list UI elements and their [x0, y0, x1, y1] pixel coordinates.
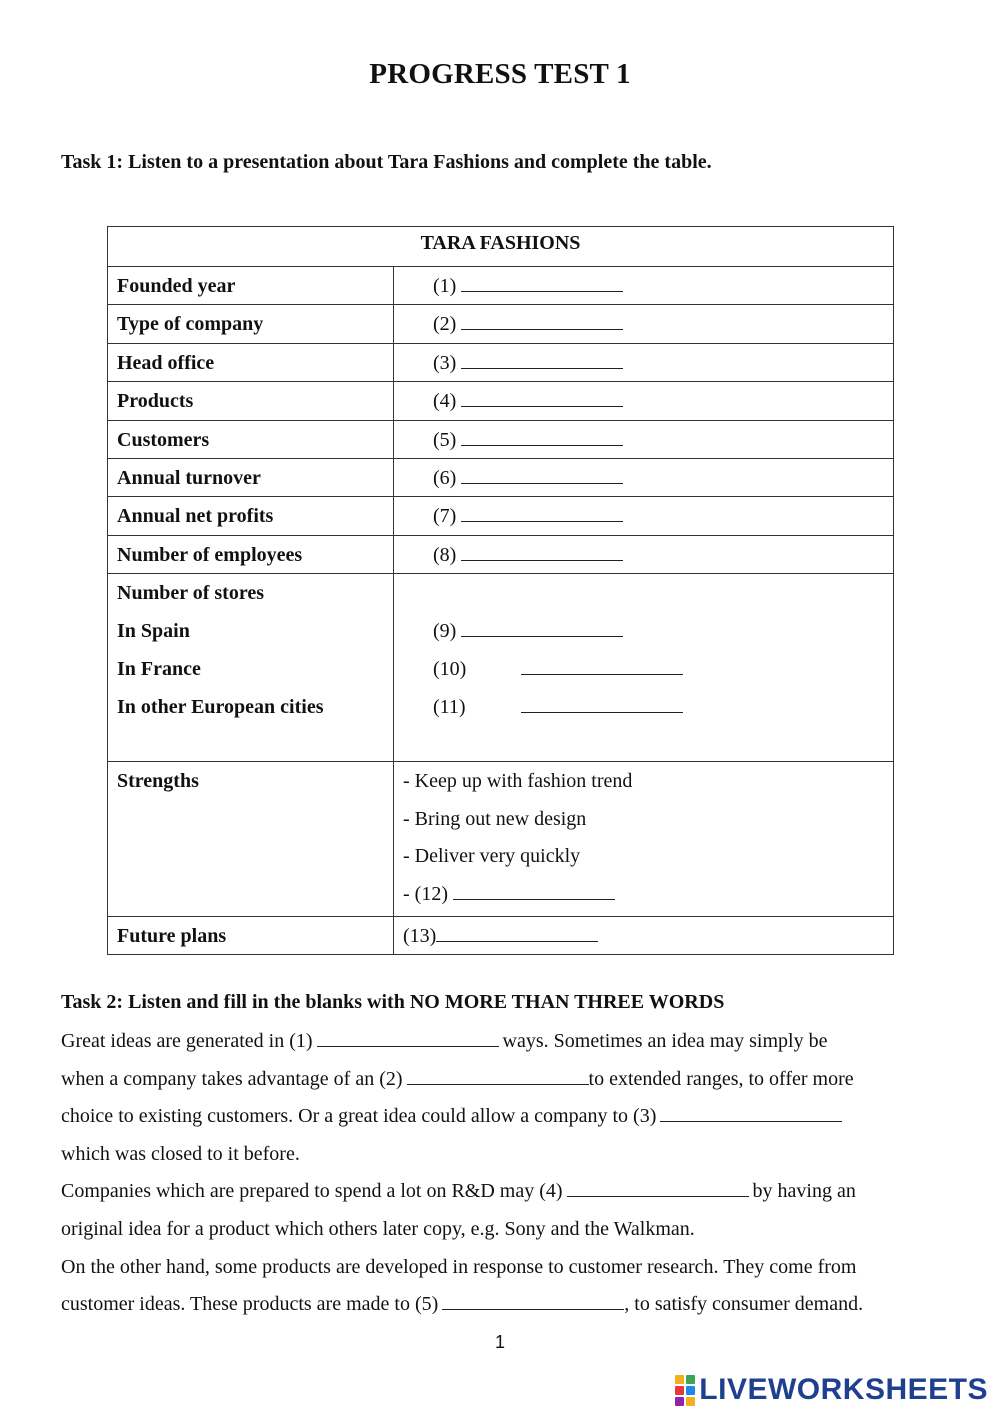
row-label: Annual turnover [108, 458, 394, 496]
table-row [108, 458, 894, 496]
answer-blank[interactable] [461, 273, 623, 292]
liveworksheets-logo [675, 1374, 988, 1406]
blank-number: (1) [433, 275, 457, 297]
answer-blank[interactable] [461, 542, 623, 561]
table-row [108, 420, 894, 458]
row-label: Strengths [108, 762, 394, 917]
strengths-row [108, 762, 894, 917]
blank-number: (13) [403, 924, 437, 947]
future-row [108, 916, 894, 954]
strength-item: - Deliver very quickly [403, 845, 581, 868]
row-label: Type of company [108, 305, 394, 343]
answer-blank[interactable] [660, 1101, 842, 1122]
paragraph-line: when a company takes advantage of an (2) to extended ranges, to offer more [61, 1061, 941, 1099]
blank-number: (7) [433, 505, 457, 528]
task2-paragraph [61, 1023, 941, 1324]
paragraph-line: On the other hand, some products are developed in response to customer research. They come from [61, 1255, 857, 1278]
answer-blank[interactable] [436, 923, 598, 942]
answer-blank[interactable] [407, 1064, 589, 1085]
answer-blank[interactable] [453, 881, 615, 900]
row-label: Annual net profits [108, 497, 394, 535]
blank-number: (10) [433, 658, 467, 681]
answer-blank[interactable] [317, 1026, 499, 1047]
row-label: Customers [108, 420, 394, 458]
row-label: In other European cities [117, 696, 324, 719]
page-title: PROGRESS TEST 1 [369, 58, 631, 90]
row-label: In France [117, 658, 201, 681]
table-row [108, 382, 894, 420]
paragraph-line: which was closed to it before. [61, 1142, 300, 1165]
stores-heading: Number of stores [117, 582, 265, 605]
answer-blank[interactable] [521, 656, 683, 675]
answer-blank[interactable] [461, 465, 623, 484]
blank-number: (11) [433, 696, 466, 719]
table-caption: TARA FASHIONS [108, 227, 894, 267]
paragraph-line: original idea for a product which others later copy, e.g. Sony and the Walkman. [61, 1217, 695, 1240]
answer-blank[interactable] [567, 1176, 749, 1197]
answer-blank[interactable] [461, 503, 623, 522]
paragraph-line: choice to existing customers. Or a great idea could allow a company to (3) [61, 1098, 941, 1136]
answer-blank[interactable] [461, 618, 623, 637]
stores-row [108, 574, 894, 762]
row-label: Founded year [108, 267, 394, 305]
table-row [108, 497, 894, 535]
strengths-value-cell [394, 762, 894, 917]
blank-number: (6) [433, 466, 457, 489]
paragraph-line: Great ideas are generated in (1) ways. Sometimes an idea may simply be [61, 1023, 941, 1061]
table-row [108, 343, 894, 381]
table-row [108, 267, 894, 305]
answer-blank[interactable] [461, 311, 623, 330]
page-number: 1 [494, 1332, 505, 1352]
blank-number: (5) [433, 428, 457, 451]
row-label: Future plans [108, 916, 394, 954]
stores-value-cell [394, 574, 894, 762]
table-row [108, 535, 894, 573]
blank-number: (3) [433, 351, 457, 374]
table-row [108, 305, 894, 343]
answer-blank[interactable] [461, 350, 623, 369]
answer-blank[interactable] [461, 427, 623, 446]
stores-label-cell [108, 574, 394, 762]
task2-heading: Task 2: Listen and fill in the blanks with NO MORE THAN THREE WORDS [61, 991, 725, 1013]
brand-name: LIVEWORKSHEETS [699, 1373, 988, 1406]
blank-number: (9) [433, 620, 457, 643]
task1-heading: Task 1: Listen to a presentation about Tara Fashions and complete the table. [61, 151, 712, 173]
blank-number: (2) [433, 313, 457, 336]
row-label: In Spain [117, 620, 190, 643]
answer-blank[interactable] [461, 388, 623, 407]
strength-item: - Keep up with fashion trend [403, 770, 633, 793]
blank-number: - (12) [403, 882, 448, 905]
row-label: Products [108, 382, 394, 420]
paragraph-line: customer ideas. These products are made to (5) , to satisfy consumer demand. [61, 1286, 941, 1324]
answer-blank[interactable] [521, 694, 683, 713]
answer-blank[interactable] [442, 1289, 624, 1310]
blank-number: (8) [433, 543, 457, 566]
row-label: Number of employees [108, 535, 394, 573]
paragraph-line: Companies which are prepared to spend a lot on R&D may (4) by having an [61, 1173, 941, 1211]
row-label: Head office [108, 343, 394, 381]
tara-fashions-table [107, 226, 894, 955]
liveworksheets-mark-icon [675, 1375, 695, 1406]
blank-number: (4) [433, 390, 457, 413]
strength-item: - Bring out new design [403, 807, 587, 830]
